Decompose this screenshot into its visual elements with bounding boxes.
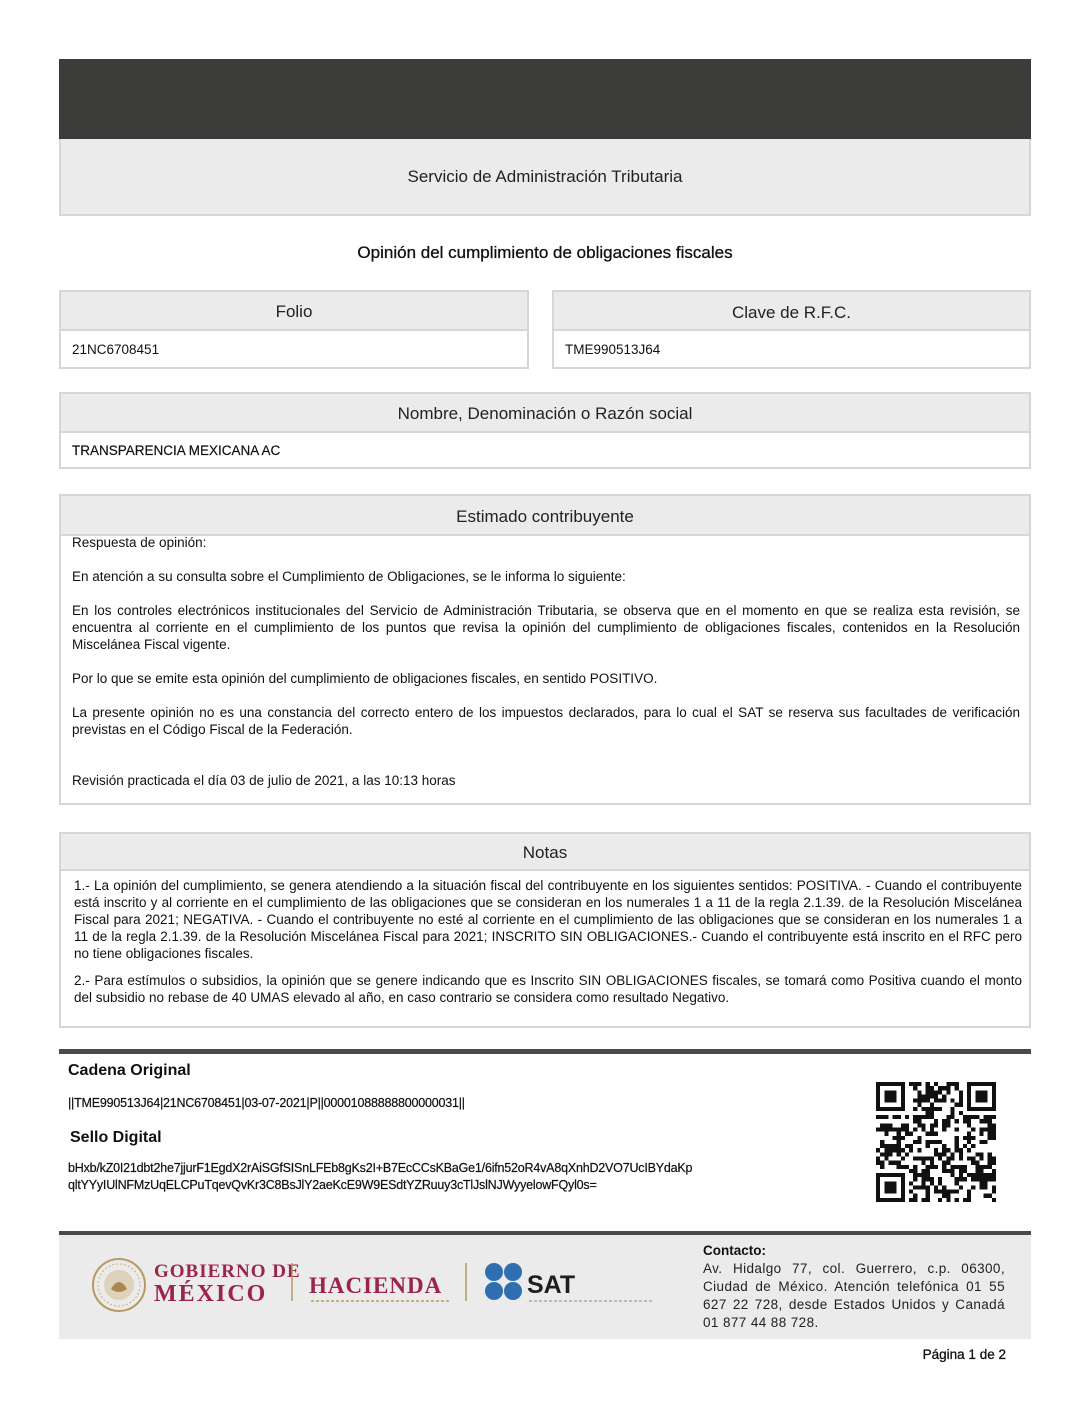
rfc-value: TME990513J64 xyxy=(565,342,661,357)
page-of: de xyxy=(979,1347,995,1362)
notas-box xyxy=(59,832,1031,1028)
folio-value: 21NC6708451 xyxy=(72,342,160,357)
gobierno-logo-line1: GOBIERNO DE xyxy=(154,1261,301,1282)
revision-date: Revisión practicada el día 03 de julio de 2021, a las 10:13 horas xyxy=(72,773,456,788)
page-number xyxy=(880,1347,1006,1362)
contact-text: Av. Hidalgo 77, col. Guerrero, c.p. 06300, Ciudad de México. Atención telefónica 01 55 627 22 728, desde Estados Unidos y Canadá 01 877 44 88 728. xyxy=(703,1261,1005,1330)
opinion-paragraph: La presente opinión no es una constancia del correcto entero de los impuestos declarados, para lo cual el SAT se reserva sus facultades de verificación previstas en el Código Fiscal de la Federación. xyxy=(72,705,1020,737)
opinion-paragraph: Por lo que se emite esta opinión del cumplimiento de obligaciones fiscales, en sentido POSITIVO. xyxy=(72,671,658,686)
page-total: 2 xyxy=(998,1347,1006,1362)
rfc-box xyxy=(552,290,1031,369)
government-logos xyxy=(59,1235,679,1339)
sello-label: Sello Digital xyxy=(70,1129,162,1146)
cadena-label: Cadena Original xyxy=(68,1062,191,1079)
section-divider xyxy=(59,1049,1031,1054)
estimado-box xyxy=(59,494,1031,805)
escudo-nacional-icon xyxy=(93,1259,145,1311)
folio-label: Folio xyxy=(61,292,527,331)
nota-item: 2.- Para estímulos o subsidios, la opinión que se genere indicando que es Inscrito SIN OBLIGACIONES fiscales, se tomará como Positiva cuando el monto del subsidio no rebase de 40 UMAS elevado al año, en caso contrario se considera como resultado Negativo. xyxy=(74,973,1022,1005)
document-title: Opinión del cumplimiento de obligaciones fiscales xyxy=(357,243,733,262)
cadena-value: ||TME990513J64|21NC6708451|03-07-2021|P||00001088888800000031|| xyxy=(68,1096,465,1110)
rfc-label: Clave de R.F.C. xyxy=(554,292,1029,331)
agency-name: Servicio de Administración Tributaria xyxy=(59,139,1031,216)
name-box xyxy=(59,392,1031,469)
sello-line: bHxb/kZ0I21dbt2he7jjurF1EgdX2rAiSGfSISnLFEb8gKs2I+B7EcCCsKBaGe1/6ifn52oR4vA8qXnhD2VO7UcIBYdaKp xyxy=(68,1161,693,1175)
name-value: TRANSPARENCIA MEXICANA AC xyxy=(72,443,281,458)
nota-item: 1.- La opinión del cumplimiento, se genera atendiendo a la situación fiscal del contribuyente en los siguientes sentidos: POSITIVA. - Cuando el contribuyente está inscrito y al corriente en el cumplimiento de las obligaciones que se consideran en los numerales 1 a 11 de la regla 2.1.39. de la Resolución Miscelánea Fiscal para 2021; NEGATIVA. - Cuando el contribuyente no esté al corriente en el cumplimiento de las obligaciones que se consideran en los numerales 1 a 11 de la regla 2.1.39. de la Resolución Miscelánea Fiscal para 2021; INSCRITO SIN OBLIGACIONES.- Cuando el contribuyente está inscrito en el RFC pero no tiene obligaciones fiscales. xyxy=(74,878,1022,961)
qr-code-icon xyxy=(876,1082,996,1202)
sello-line: qltYYyIUlNFMzUqELCPuTqevQvKr3C8BsJlY2aeKcE9W9ESdtYZRuuy3cTlJslNJWyyelowFQyl0s= xyxy=(68,1178,597,1192)
name-label: Nombre, Denominación o Razón social xyxy=(61,394,1029,433)
opinion-paragraph: En atención a su consulta sobre el Cumplimiento de Obligaciones, se le informa lo siguiente: xyxy=(72,569,626,584)
folio-box xyxy=(59,290,529,369)
hacienda-logo: HACIENDA xyxy=(309,1273,443,1298)
page-label: Página xyxy=(922,1347,965,1362)
header-banner xyxy=(59,59,1031,139)
contact-label: Contacto: xyxy=(703,1243,766,1258)
opinion-paragraph: En los controles electrónicos institucionales del Servicio de Administración Tributaria, se observa que en el momento en que se realiza esta revisión, se encuentra al corriente en el cumplimiento de los puntos que revisa la opinión del cumplimiento de obligaciones fiscales, contenidos en la Resolución Miscelánea Fiscal vigente. xyxy=(72,603,1020,652)
footer xyxy=(59,1235,1031,1339)
notas-label: Notas xyxy=(61,834,1029,871)
sat-logo: SAT xyxy=(527,1271,576,1299)
page-current: 1 xyxy=(968,1347,976,1362)
gobierno-logo-line2: MÉXICO xyxy=(154,1281,268,1307)
estimado-label: Estimado contribuyente xyxy=(61,496,1029,536)
opinion-paragraph: Respuesta de opinión: xyxy=(72,535,207,550)
sat-logo-icon xyxy=(485,1263,522,1300)
